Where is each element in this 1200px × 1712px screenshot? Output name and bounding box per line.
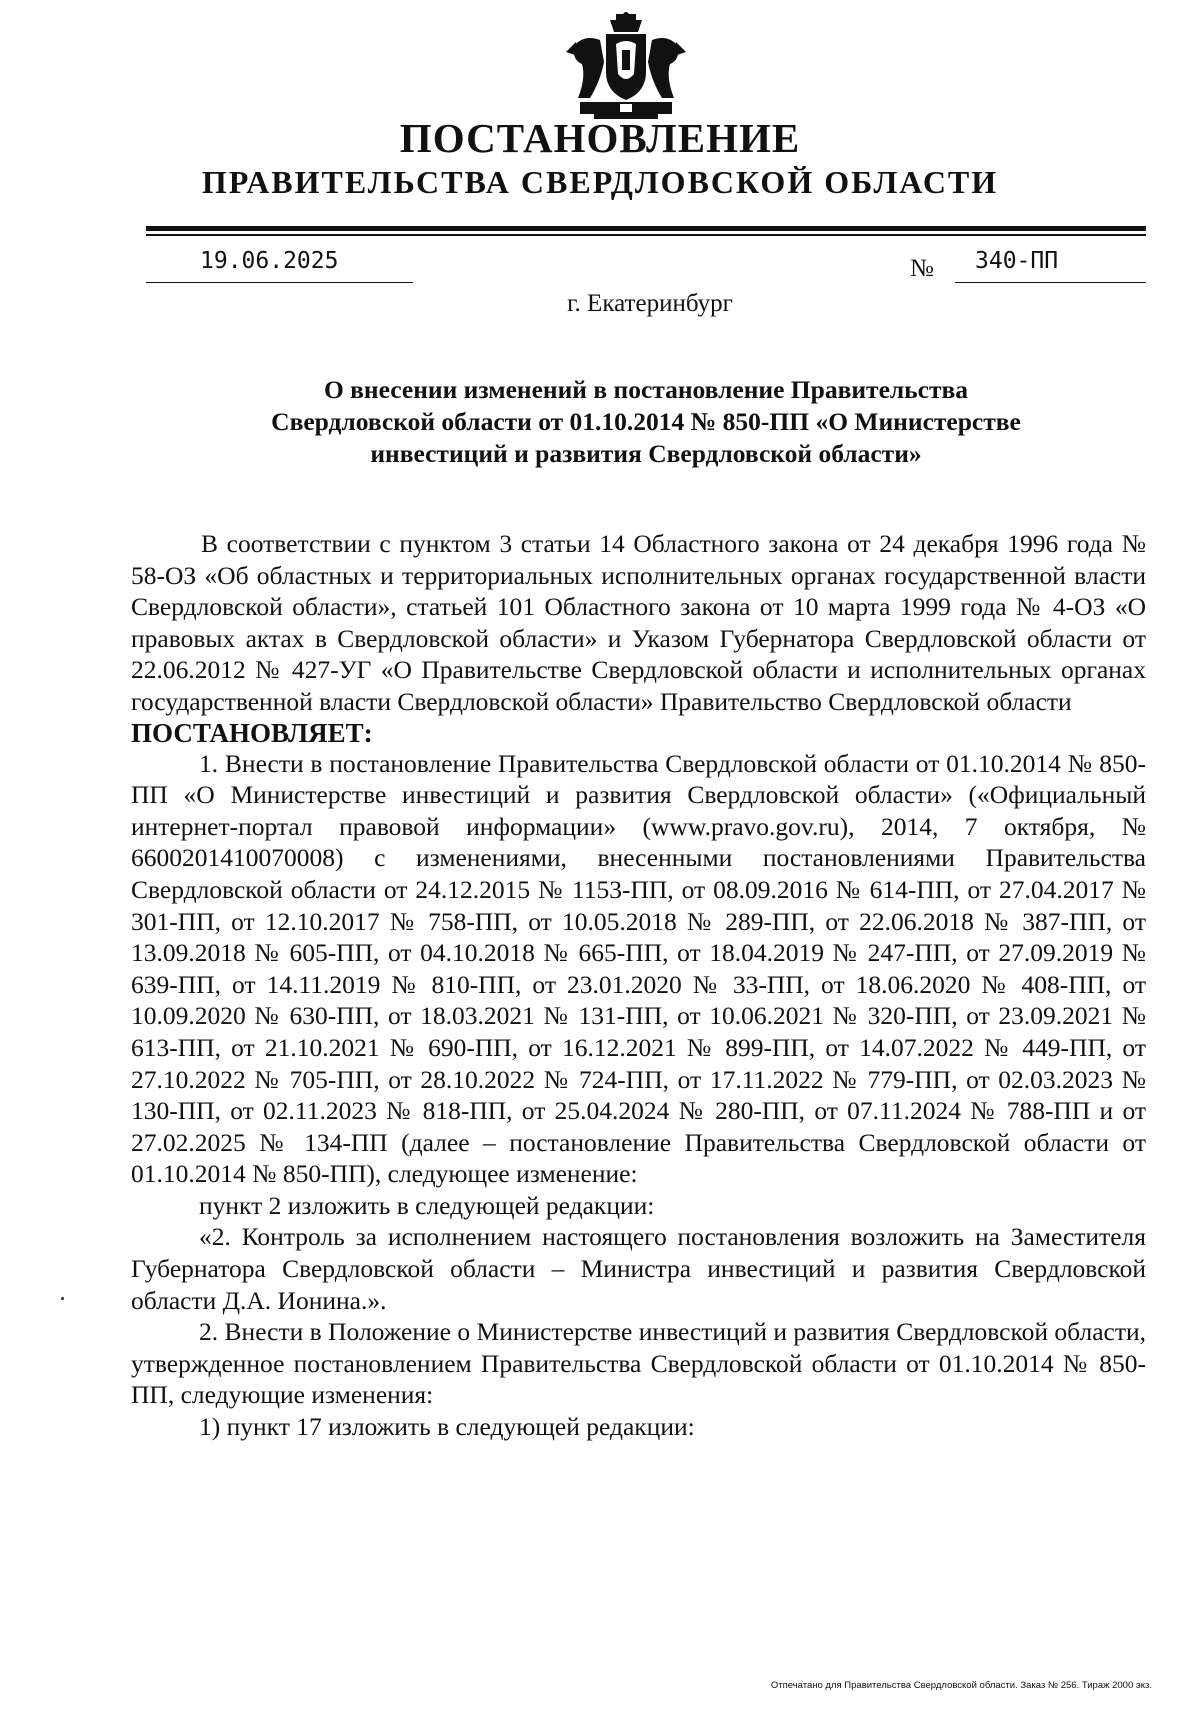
issuing-authority: ПРАВИТЕЛЬСТВА СВЕРДЛОВСКОЙ ОБЛАСТИ (201, 164, 999, 200)
decree-word: ПОСТАНОВЛЯЕТ: (131, 717, 373, 748)
document-type-title: ПОСТАНОВЛЕНИЕ (399, 115, 801, 161)
subject-line: О внесении изменений в постановление Правительства (323, 375, 969, 404)
document-number: 340-ПП (975, 248, 1059, 274)
subject-line: Свердловской области от 01.10.2014 № 850-ПП «О Министерстве (271, 407, 1021, 436)
document-body (131, 528, 1146, 1443)
document-date: 19.06.2025 (200, 248, 339, 274)
item-1-point-paragraph: пункт 2 изложить в следующей редакции: (199, 1190, 655, 1220)
scan-speck (61, 1297, 64, 1300)
number-sign: № (910, 255, 934, 282)
item-2-subitem-1: 1) пункт 17 изложить в следующей редакции: (199, 1412, 695, 1442)
header-divider-thin (146, 234, 1146, 236)
preamble-paragraph: В соответствии с пунктом 3 статьи 14 Областного закона от 24 декабря 1996 года № 58-ОЗ «Об областных и территориальных исполнительных органах государственной власти Свердловской области», статьей 101 Областного закона от 10 марта 1999 года № 4-ОЗ «О правовых актах в Свердловской области» и Указом Губернатора Свердловской области от 22.06.2012 № 427-УГ «О Правительстве Свердловской области и исполнительных органах государственной власти Свердловской области» Правительство Свердловской области (131, 529, 1146, 716)
document-subject (146, 374, 1146, 470)
document-city: г. Екатеринбург (567, 290, 733, 317)
item-1-paragraph: 1. Внести в постановление Правительства Свердловской области от 01.10.2014 № 850-ПП «О Министерстве инвестиций и развития Свердловской области» («Официальный интернет-портал правовой информации» (www.pravo.gov.ru), 2014, 7 октября, № 6600201410070008) с изменениями, внесенными постановлениями Правительства Свердловской области от 24.12.2015 № 1153-ПП, от 08.09.2016 № 614-ПП, от 27.04.2017 № 301-ПП, от 12.10.2017 № 758-ПП, от 10.05.2018 № 289-ПП, от 22.06.2018 № 387-ПП, от 13.09.2018 № 605-ПП, от 04.10.2018 № 665-ПП, от 18.04.2019 № 247-ПП, от 27.09.2019 № 639-ПП, от 14.11.2019 № 810-ПП, от 23.01.2020 № 33-ПП, от 18.06.2020 № 408-ПП, от 10.09.2020 № 630-ПП, от 18.03.2021 № 131-ПП, от 10.06.2021 № 320-ПП, от 23.09.2021 № 613-ПП, от 21.10.2021 № 690-ПП, от 16.12.2021 № 899-ПП, от 14.07.2022 № 449-ПП, от 27.10.2022 № 705-ПП, от 28.10.2022 № 724-ПП, от 17.11.2022 № 779-ПП, от 02.03.2023 № 130-ПП, от 02.11.2023 № 818-ПП, от 25.04.2024 № 280-ПП, от 07.11.2024 № 788-ПП и от 27.02.2025 № 134-ПП (далее – постановление Правительства Свердловской области от 01.10.2014 № 850-ПП), следующее изменение: (131, 748, 1146, 1189)
date-underline (146, 282, 413, 283)
subject-line: инвестиций и развития Свердловской области» (370, 439, 922, 468)
item-1-quote-paragraph: «2. Контроль за исполнением настоящего постановления возложить на Заместителя Губернатора Свердловской области – Министра инвестиций и развития Свердловской области Д.А. Ионина.». (131, 1222, 1146, 1315)
number-underline (955, 282, 1146, 283)
sverdlovsk-coat-of-arms-icon (560, 12, 692, 120)
item-2-paragraph: 2. Внести в Положение о Министерстве инвестиций и развития Свердловской области, утвержденное постановлением Правительства Свердловской области от 01.10.2014 № 850-ПП, следующие изменения: (131, 1317, 1146, 1410)
print-footer: Отпечатано для Правительства Свердловской области. Заказ № 256. Тираж 2000 экз. (770, 1680, 1152, 1691)
header-divider-thick (146, 226, 1146, 231)
